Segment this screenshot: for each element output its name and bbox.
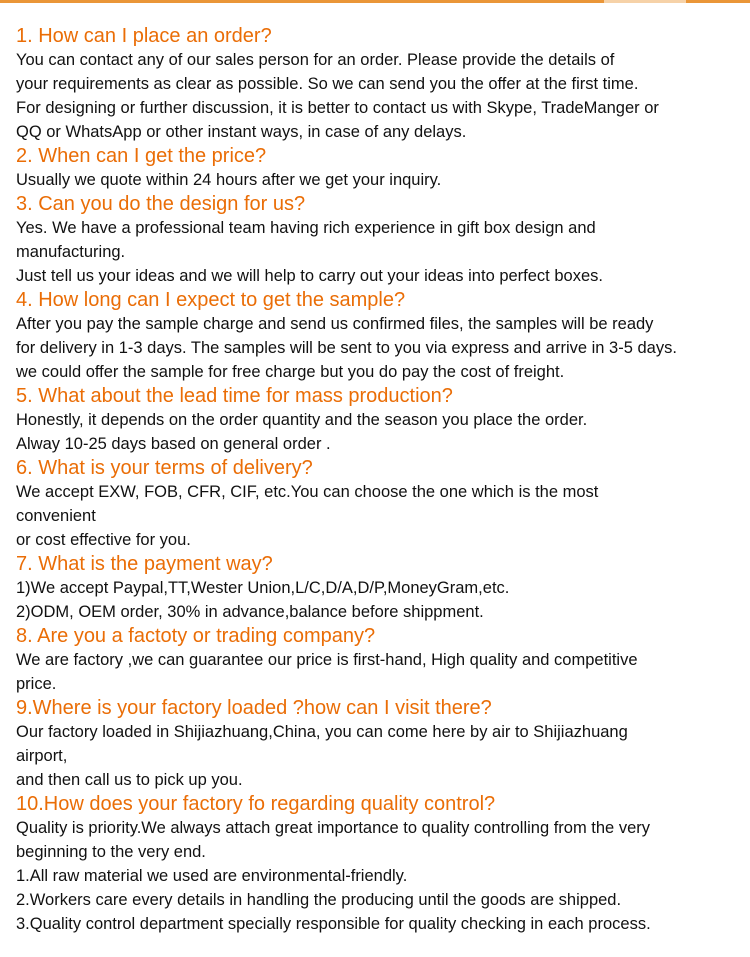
faq-item <box>16 192 744 288</box>
faq-item <box>16 696 744 792</box>
faq-question: 7. What is the payment way? <box>16 553 273 575</box>
faq-item <box>16 624 744 696</box>
faq-question: 6. What is your terms of delivery? <box>16 457 313 479</box>
faq-question: 8. Are you a factoty or trading company? <box>16 625 376 647</box>
faq-answer-line: manufacturing. <box>16 243 126 261</box>
faq-answer-line: we could offer the sample for free charge but you do pay the cost of freight. <box>16 363 565 381</box>
faq-answer-line: Usually we quote within 24 hours after we get your inquiry. <box>16 171 442 189</box>
faq-answer-line: beginning to the very end. <box>16 843 206 861</box>
faq-item <box>16 552 744 624</box>
faq-list <box>16 24 744 936</box>
faq-answer-line: We are factory ,we can guarantee our price is first-hand, High quality and competitive <box>16 651 638 669</box>
faq-item <box>16 384 744 456</box>
faq-answer-line: For designing or further discussion, it is better to contact us with Skype, TradeManger or <box>16 99 659 117</box>
top-accent-bar-highlight <box>604 0 686 3</box>
faq-question: 1. How can I place an order? <box>16 25 272 47</box>
faq-question: 5. What about the lead time for mass production? <box>16 385 453 407</box>
faq-item <box>16 24 744 144</box>
faq-question: 4. How long can I expect to get the sample? <box>16 289 406 311</box>
faq-item <box>16 792 744 936</box>
faq-answer-line: Our factory loaded in Shijiazhuang,China, you can come here by air to Shijiazhuang <box>16 723 628 741</box>
faq-item <box>16 288 744 384</box>
faq-answer-line: QQ or WhatsApp or other instant ways, in case of any delays. <box>16 123 467 141</box>
faq-answer-line: Just tell us your ideas and we will help to carry out your ideas into perfect boxes. <box>16 267 603 285</box>
faq-answer-line: Alway 10-25 days based on general order . <box>16 435 331 453</box>
faq-answer-line: 2)ODM, OEM order, 30% in advance,balance before shippment. <box>16 603 484 621</box>
faq-answer-line: Quality is priority.We always attach great importance to quality controlling from the very <box>16 819 650 837</box>
faq-answer-line: 1.All raw material we used are environmental-friendly. <box>16 867 408 885</box>
faq-answer-line: 3.Quality control department specially responsible for quality checking in each process. <box>16 915 651 933</box>
faq-question: 3. Can you do the design for us? <box>16 193 306 215</box>
faq-answer-line: Yes. We have a professional team having rich experience in gift box design and <box>16 219 596 237</box>
faq-answer-line: your requirements as clear as possible. So we can send you the offer at the first time. <box>16 75 639 93</box>
faq-answer-line: convenient <box>16 507 96 525</box>
faq-answer-line: for delivery in 1-3 days. The samples will be sent to you via express and arrive in 3-5 days. <box>16 339 677 357</box>
faq-answer-line: price. <box>16 675 57 693</box>
faq-answer-line: 1)We accept Paypal,TT,Wester Union,L/C,D/A,D/P,MoneyGram,etc. <box>16 579 510 597</box>
faq-item <box>16 456 744 552</box>
faq-answer-line: After you pay the sample charge and send us confirmed files, the samples will be ready <box>16 315 654 333</box>
faq-item <box>16 144 744 192</box>
faq-question: 2. When can I get the price? <box>16 145 267 167</box>
faq-answer-line: You can contact any of our sales person for an order. Please provide the details of <box>16 51 615 69</box>
faq-question: 9.Where is your factory loaded ?how can I visit there? <box>16 697 492 719</box>
faq-answer-line: airport, <box>16 747 68 765</box>
faq-answer-line: 2.Workers care every details in handling the producing until the goods are shipped. <box>16 891 622 909</box>
faq-question: 10.How does your factory fo regarding quality control? <box>16 793 496 815</box>
faq-answer-line: We accept EXW, FOB, CFR, CIF, etc.You can choose the one which is the most <box>16 483 599 501</box>
faq-answer-line: Honestly, it depends on the order quantity and the season you place the order. <box>16 411 588 429</box>
faq-answer-line: and then call us to pick up you. <box>16 771 243 789</box>
faq-answer-line: or cost effective for you. <box>16 531 191 549</box>
